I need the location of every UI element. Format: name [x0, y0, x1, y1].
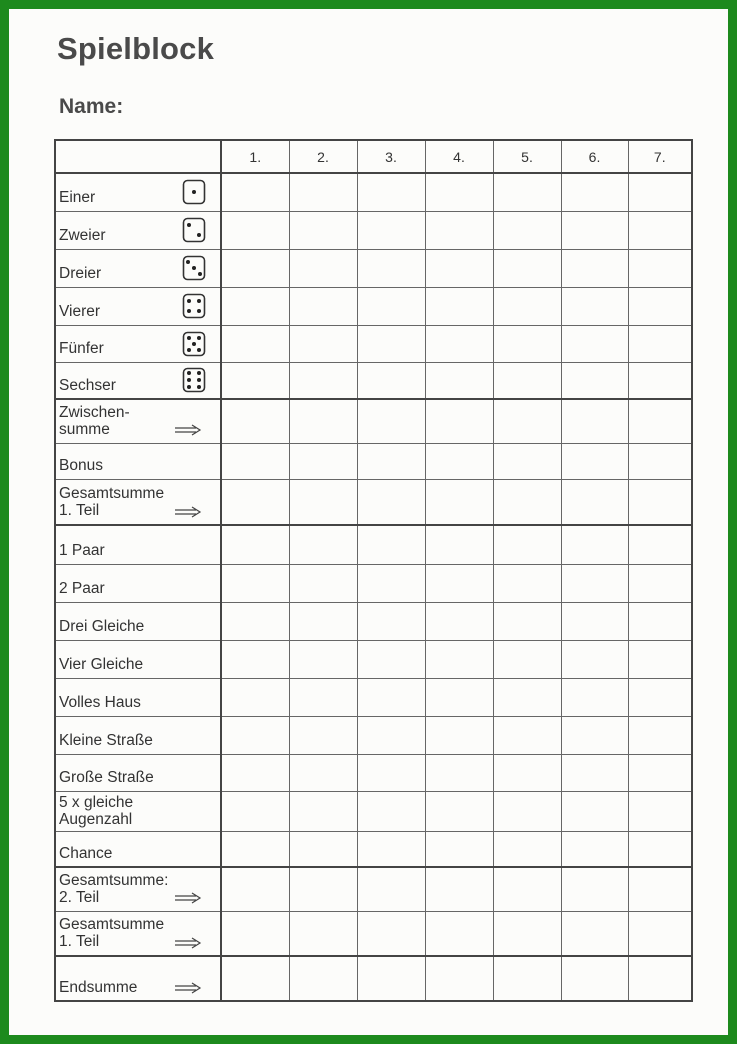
- score-cell-col-6[interactable]: [561, 399, 628, 443]
- row-label-line: summe: [59, 421, 110, 439]
- score-cell-col-6[interactable]: [561, 678, 628, 716]
- column-header-3: 3.: [357, 140, 425, 173]
- row-label: [59, 580, 105, 597]
- row-label: [59, 485, 164, 519]
- score-cell-col-4[interactable]: [425, 211, 493, 249]
- score-cell-col-6[interactable]: [561, 716, 628, 754]
- name-label: Name:: [59, 95, 124, 118]
- score-row: [55, 716, 692, 754]
- row-label-cell: [55, 911, 221, 956]
- double-arrow-right-icon: [174, 937, 202, 949]
- row-label-cell: [55, 678, 221, 716]
- score-cell-col-7[interactable]: [628, 173, 692, 211]
- score-sheet: [9, 9, 728, 1035]
- score-cell-col-7[interactable]: [628, 754, 692, 791]
- score-cell-col-2[interactable]: [289, 867, 357, 911]
- score-cell-col-4[interactable]: [425, 325, 493, 362]
- score-cell-col-1[interactable]: [221, 287, 289, 325]
- score-cell-col-3[interactable]: [357, 602, 425, 640]
- row-label-cell: [55, 211, 221, 249]
- score-cell-col-6[interactable]: [561, 362, 628, 399]
- score-cell-col-2[interactable]: [289, 325, 357, 362]
- score-cell-col-7[interactable]: [628, 678, 692, 716]
- row-label-cell: [55, 173, 221, 211]
- score-cell-col-7[interactable]: [628, 443, 692, 479]
- score-row: [55, 525, 692, 564]
- score-cell-col-2[interactable]: [289, 640, 357, 678]
- row-label-line: Fünfer: [59, 340, 104, 357]
- score-cell-col-6[interactable]: [561, 325, 628, 362]
- row-label: [59, 542, 105, 559]
- score-cell-col-1[interactable]: [221, 479, 289, 525]
- score-cell-col-2[interactable]: [289, 479, 357, 525]
- score-cell-col-1[interactable]: [221, 249, 289, 287]
- score-cell-col-5[interactable]: [493, 399, 561, 443]
- score-cell-col-6[interactable]: [561, 525, 628, 564]
- score-cell-col-3[interactable]: [357, 173, 425, 211]
- score-cell-col-1[interactable]: [221, 525, 289, 564]
- row-label-cell: [55, 716, 221, 754]
- row-label: [59, 303, 100, 320]
- row-label-line: Gesamtsumme: [59, 484, 165, 502]
- score-table: [54, 139, 693, 1002]
- score-row: [55, 399, 692, 443]
- score-cell-col-3[interactable]: [357, 956, 425, 1001]
- row-label-cell: [55, 602, 221, 640]
- score-cell-col-4[interactable]: [425, 399, 493, 443]
- score-cell-col-5[interactable]: [493, 173, 561, 211]
- row-label: [59, 732, 153, 749]
- score-cell-col-3[interactable]: [357, 678, 425, 716]
- score-cell-col-4[interactable]: [425, 791, 493, 831]
- row-label-line: 2 Paar: [59, 580, 105, 597]
- score-row: [55, 911, 692, 956]
- row-label-cell: [55, 362, 221, 399]
- score-cell-col-1[interactable]: [221, 602, 289, 640]
- score-cell-col-5[interactable]: [493, 831, 561, 867]
- row-label-line: Kleine Straße: [59, 732, 153, 749]
- score-cell-col-6[interactable]: [561, 443, 628, 479]
- row-label-cell: [55, 525, 221, 564]
- row-label-cell: [55, 867, 221, 911]
- score-cell-col-6[interactable]: [561, 831, 628, 867]
- score-cell-col-4[interactable]: [425, 173, 493, 211]
- score-cell-col-7[interactable]: [628, 287, 692, 325]
- score-cell-col-1[interactable]: [221, 362, 289, 399]
- score-cell-col-7[interactable]: [628, 399, 692, 443]
- score-cell-col-7[interactable]: [628, 867, 692, 911]
- score-cell-col-2[interactable]: [289, 249, 357, 287]
- score-cell-col-1[interactable]: [221, 564, 289, 602]
- score-cell-col-7[interactable]: [628, 525, 692, 564]
- score-cell-col-6[interactable]: [561, 249, 628, 287]
- score-cell-col-7[interactable]: [628, 564, 692, 602]
- score-row: [55, 640, 692, 678]
- page-title: Spielblock: [57, 31, 215, 66]
- row-label: [59, 979, 137, 996]
- score-cell-col-1[interactable]: [221, 831, 289, 867]
- row-label: [59, 872, 168, 906]
- row-label: [59, 845, 112, 862]
- score-cell-col-6[interactable]: [561, 287, 628, 325]
- double-arrow-right-icon: [174, 982, 202, 994]
- score-cell-col-1[interactable]: [221, 399, 289, 443]
- score-cell-col-4[interactable]: [425, 956, 493, 1001]
- score-cell-col-3[interactable]: [357, 287, 425, 325]
- score-row: [55, 362, 692, 399]
- score-cell-col-3[interactable]: [357, 640, 425, 678]
- row-label-cell: [55, 325, 221, 362]
- score-cell-col-2[interactable]: [289, 911, 357, 956]
- score-cell-col-2[interactable]: [289, 211, 357, 249]
- score-cell-col-7[interactable]: [628, 911, 692, 956]
- score-cell-col-5[interactable]: [493, 602, 561, 640]
- score-cell-col-2[interactable]: [289, 602, 357, 640]
- score-cell-col-5[interactable]: [493, 249, 561, 287]
- score-cell-col-6[interactable]: [561, 640, 628, 678]
- row-label-line: Vier Gleiche: [59, 656, 144, 673]
- score-cell-col-5[interactable]: [493, 564, 561, 602]
- score-cell-col-4[interactable]: [425, 867, 493, 911]
- score-cell-col-3[interactable]: [357, 831, 425, 867]
- row-label: [59, 265, 101, 282]
- score-cell-col-4[interactable]: [425, 249, 493, 287]
- score-cell-col-2[interactable]: [289, 791, 357, 831]
- score-cell-col-4[interactable]: [425, 287, 493, 325]
- score-cell-col-2[interactable]: [289, 173, 357, 211]
- score-cell-col-5[interactable]: [493, 754, 561, 791]
- score-cell-col-7[interactable]: [628, 791, 692, 831]
- score-row: [55, 754, 692, 791]
- score-cell-col-7[interactable]: [628, 479, 692, 525]
- score-cell-col-5[interactable]: [493, 443, 561, 479]
- row-label-cell: [55, 399, 221, 443]
- score-cell-col-3[interactable]: [357, 211, 425, 249]
- row-label: [59, 916, 164, 950]
- score-cell-col-5[interactable]: [493, 211, 561, 249]
- row-label-cell: [55, 564, 221, 602]
- score-cell-col-2[interactable]: [289, 754, 357, 791]
- score-cell-col-3[interactable]: [357, 479, 425, 525]
- row-label-cell: [55, 956, 221, 1001]
- row-label: [59, 618, 144, 635]
- score-cell-col-5[interactable]: [493, 325, 561, 362]
- column-header-4: 4.: [425, 140, 493, 173]
- score-cell-col-2[interactable]: [289, 831, 357, 867]
- score-cell-col-1[interactable]: [221, 791, 289, 831]
- row-label-line: 5 x gleiche: [59, 794, 134, 811]
- score-row: [55, 443, 692, 479]
- score-cell-col-6[interactable]: [561, 602, 628, 640]
- score-cell-col-1[interactable]: [221, 911, 289, 956]
- column-header-6: 6.: [561, 140, 628, 173]
- score-cell-col-2[interactable]: [289, 956, 357, 1001]
- score-cell-col-6[interactable]: [561, 173, 628, 211]
- row-label: [59, 794, 133, 828]
- row-label-line: Große Straße: [59, 769, 154, 786]
- row-label: [59, 656, 143, 673]
- score-row: [55, 956, 692, 1001]
- score-cell-col-7[interactable]: [628, 716, 692, 754]
- row-label-cell: [55, 640, 221, 678]
- score-row: [55, 791, 692, 831]
- score-cell-col-4[interactable]: [425, 525, 493, 564]
- row-label-line: Augenzahl: [59, 811, 133, 828]
- score-cell-col-3[interactable]: [357, 325, 425, 362]
- score-cell-col-3[interactable]: [357, 362, 425, 399]
- score-cell-col-3[interactable]: [357, 867, 425, 911]
- die-face-5-icon: [182, 331, 206, 357]
- score-cell-col-2[interactable]: [289, 362, 357, 399]
- score-cell-col-5[interactable]: [493, 911, 561, 956]
- score-cell-col-2[interactable]: [289, 287, 357, 325]
- row-label-cell: [55, 479, 221, 525]
- score-cell-col-3[interactable]: [357, 443, 425, 479]
- row-label: [59, 769, 154, 786]
- score-cell-col-7[interactable]: [628, 362, 692, 399]
- score-cell-col-2[interactable]: [289, 678, 357, 716]
- score-cell-col-3[interactable]: [357, 754, 425, 791]
- score-cell-col-1[interactable]: [221, 956, 289, 1001]
- score-cell-col-1[interactable]: [221, 640, 289, 678]
- score-cell-col-7[interactable]: [628, 602, 692, 640]
- column-header-2: 2.: [289, 140, 357, 173]
- row-label-line: Bonus: [59, 457, 103, 474]
- score-cell-col-6[interactable]: [561, 791, 628, 831]
- score-cell-col-2[interactable]: [289, 525, 357, 564]
- score-cell-col-5[interactable]: [493, 791, 561, 831]
- row-label: [59, 404, 130, 438]
- double-arrow-right-icon: [174, 892, 202, 904]
- column-header-7: 7.: [628, 140, 692, 173]
- row-label: [59, 457, 103, 474]
- score-cell-col-6[interactable]: [561, 479, 628, 525]
- row-label-line: Einer: [59, 189, 96, 207]
- score-cell-col-3[interactable]: [357, 399, 425, 443]
- row-label-line: Chance: [59, 844, 113, 862]
- score-cell-col-4[interactable]: [425, 716, 493, 754]
- row-label-line: Dreier: [59, 265, 102, 282]
- header-corner-cell: [55, 140, 221, 173]
- score-row: [55, 211, 692, 249]
- score-row: [55, 564, 692, 602]
- score-cell-col-3[interactable]: [357, 716, 425, 754]
- score-cell-col-5[interactable]: [493, 640, 561, 678]
- score-cell-col-2[interactable]: [289, 564, 357, 602]
- double-arrow-right-icon: [174, 506, 202, 518]
- column-header-1: 1.: [221, 140, 289, 173]
- row-label-line: Gesamtsumme: [59, 916, 165, 934]
- row-label-line: Gesamtsumme:: [59, 872, 169, 890]
- score-cell-col-4[interactable]: [425, 479, 493, 525]
- die-face-4-icon: [182, 293, 206, 319]
- score-cell-col-4[interactable]: [425, 754, 493, 791]
- row-label-line: Zwischen-: [59, 404, 130, 422]
- score-cell-col-1[interactable]: [221, 678, 289, 716]
- row-label-cell: [55, 249, 221, 287]
- die-face-2-icon: [182, 217, 206, 243]
- score-cell-col-5[interactable]: [493, 716, 561, 754]
- score-cell-col-7[interactable]: [628, 956, 692, 1001]
- row-label: [59, 340, 104, 357]
- row-label-cell: [55, 443, 221, 479]
- score-cell-col-6[interactable]: [561, 754, 628, 791]
- score-cell-col-3[interactable]: [357, 911, 425, 956]
- score-cell-col-1[interactable]: [221, 754, 289, 791]
- score-cell-col-3[interactable]: [357, 791, 425, 831]
- score-cell-col-5[interactable]: [493, 362, 561, 399]
- score-cell-col-6[interactable]: [561, 211, 628, 249]
- score-cell-col-1[interactable]: [221, 211, 289, 249]
- row-label-line: Sechser: [59, 376, 116, 394]
- score-cell-col-1[interactable]: [221, 173, 289, 211]
- score-cell-col-2[interactable]: [289, 716, 357, 754]
- score-cell-col-7[interactable]: [628, 249, 692, 287]
- row-label-cell: [55, 791, 221, 831]
- row-label-line: 1 Paar: [59, 542, 105, 560]
- score-cell-col-2[interactable]: [289, 443, 357, 479]
- score-cell-col-6[interactable]: [561, 956, 628, 1001]
- header-row: [55, 140, 692, 173]
- score-row: [55, 867, 692, 911]
- die-face-1-icon: [182, 179, 206, 205]
- score-cell-col-1[interactable]: [221, 443, 289, 479]
- score-cell-col-4[interactable]: [425, 602, 493, 640]
- score-cell-col-4[interactable]: [425, 564, 493, 602]
- score-cell-col-4[interactable]: [425, 678, 493, 716]
- score-cell-col-5[interactable]: [493, 867, 561, 911]
- score-cell-col-7[interactable]: [628, 211, 692, 249]
- score-cell-col-5[interactable]: [493, 287, 561, 325]
- score-cell-col-4[interactable]: [425, 911, 493, 956]
- score-row: [55, 831, 692, 867]
- row-label-cell: [55, 287, 221, 325]
- score-cell-col-5[interactable]: [493, 956, 561, 1001]
- score-cell-col-7[interactable]: [628, 831, 692, 867]
- row-label-cell: [55, 754, 221, 791]
- score-cell-col-5[interactable]: [493, 525, 561, 564]
- score-cell-col-1[interactable]: [221, 716, 289, 754]
- score-cell-col-7[interactable]: [628, 640, 692, 678]
- row-label-line: Zweier: [59, 227, 106, 244]
- row-label-line: Volles Haus: [59, 694, 141, 711]
- score-cell-col-2[interactable]: [289, 399, 357, 443]
- row-label-line: Endsumme: [59, 979, 138, 996]
- score-cell-col-4[interactable]: [425, 640, 493, 678]
- score-cell-col-3[interactable]: [357, 249, 425, 287]
- die-face-6-icon: [182, 367, 206, 393]
- column-header-5: 5.: [493, 140, 561, 173]
- score-cell-col-1[interactable]: [221, 325, 289, 362]
- score-cell-col-3[interactable]: [357, 525, 425, 564]
- row-label-cell: [55, 831, 221, 867]
- score-row: [55, 678, 692, 716]
- double-arrow-right-icon: [174, 424, 202, 436]
- row-label-line: Drei Gleiche: [59, 618, 145, 635]
- die-face-3-icon: [182, 255, 206, 281]
- score-cell-col-6[interactable]: [561, 564, 628, 602]
- row-label: [59, 377, 116, 394]
- row-label-line: Vierer: [59, 303, 101, 320]
- score-cell-col-6[interactable]: [561, 911, 628, 956]
- score-cell-col-4[interactable]: [425, 362, 493, 399]
- score-cell-col-6[interactable]: [561, 867, 628, 911]
- score-cell-col-5[interactable]: [493, 678, 561, 716]
- row-label-line: 1. Teil: [59, 933, 100, 951]
- score-cell-col-1[interactable]: [221, 867, 289, 911]
- row-label: [59, 227, 106, 244]
- row-label: [59, 694, 141, 711]
- score-row: [55, 287, 692, 325]
- score-row: [55, 249, 692, 287]
- score-cell-col-3[interactable]: [357, 564, 425, 602]
- score-row: [55, 479, 692, 525]
- score-cell-col-4[interactable]: [425, 831, 493, 867]
- row-label-line: 1. Teil: [59, 501, 100, 519]
- score-cell-col-7[interactable]: [628, 325, 692, 362]
- score-row: [55, 325, 692, 362]
- score-row: [55, 173, 692, 211]
- score-cell-col-5[interactable]: [493, 479, 561, 525]
- row-label-line: 2. Teil: [59, 889, 100, 907]
- row-label: [59, 189, 95, 206]
- score-cell-col-4[interactable]: [425, 443, 493, 479]
- score-row: [55, 602, 692, 640]
